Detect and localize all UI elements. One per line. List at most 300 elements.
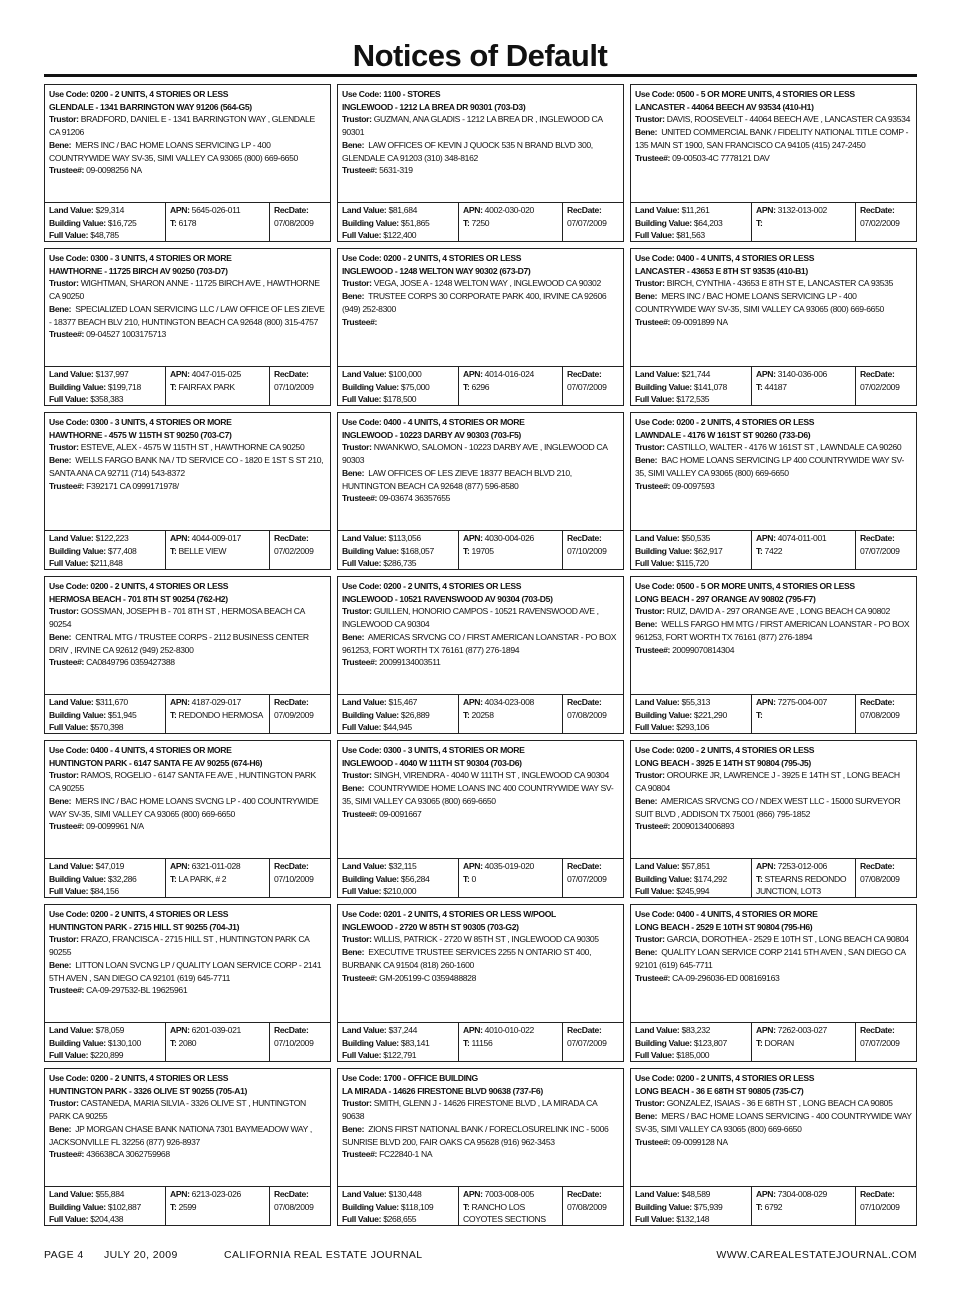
recdate-label-line	[567, 1024, 619, 1037]
building-value-line	[342, 545, 454, 558]
values-col	[338, 859, 458, 897]
notice-values	[631, 858, 916, 897]
property-address: LONG BEACH - 3925 E 14TH ST 90804 (795-J5)	[635, 757, 811, 768]
bene-label: Bene:	[342, 139, 365, 150]
trustee-value: 09-0091667	[379, 808, 422, 819]
building-value: $32,286	[107, 873, 137, 884]
land-value-label: Land Value:	[49, 697, 94, 707]
apn-value: 4047-015-025	[191, 369, 241, 379]
notice-values	[45, 1186, 330, 1225]
land-value: $113,056	[388, 533, 421, 543]
trustee-value: GM-205199-C 0359488828	[379, 972, 477, 983]
building-value: $26,889	[400, 709, 430, 720]
building-value-label: Building Value:	[635, 1201, 692, 1212]
apn-value: 4010-010-022	[484, 1025, 534, 1035]
apn-col	[458, 531, 562, 569]
notice-card	[337, 412, 624, 570]
recdate-value: 07/07/2009	[860, 545, 900, 556]
apn-label: APN:	[756, 861, 776, 871]
building-value-label: Building Value:	[49, 545, 106, 556]
recdate-col	[562, 531, 623, 569]
land-value-label: Land Value:	[342, 533, 387, 543]
trustor-value: DAVIS, ROOSEVELT - 44064 BEECH AVE , LANCASTER CA 93534	[666, 114, 911, 125]
trustor-label: Trustor:	[635, 770, 665, 781]
land-value-line	[635, 1024, 747, 1037]
trustee-line	[49, 820, 326, 833]
bene-value: SPECIALIZED LOAN SERVICING LLC / LAW OFFICE OF LES ZIEVE - 18377 BEACH BLV 210, HUNTINGTON BEACH CA 92648 (800) 315-4757	[49, 303, 325, 327]
apn-label: APN:	[170, 205, 190, 215]
apn-label: APN:	[170, 533, 190, 543]
trustor-label: Trustor:	[635, 442, 665, 453]
trustee-value: 20099070814304	[672, 644, 735, 655]
apn-col	[751, 1023, 855, 1061]
recdate-col	[562, 695, 623, 733]
trustor-label: Trustor:	[342, 606, 372, 617]
land-value: $48,589	[681, 1189, 711, 1199]
recdate-col	[855, 203, 916, 241]
bene-line	[342, 946, 619, 971]
full-value-line	[49, 393, 161, 405]
trustee-line	[342, 972, 619, 985]
values-col	[45, 859, 165, 897]
full-value: $178,500	[383, 394, 417, 404]
recdate-col	[855, 695, 916, 733]
recdate-col	[269, 1023, 330, 1061]
trustor-line	[635, 933, 912, 946]
apn-label: APN:	[756, 697, 776, 707]
bene-label: Bene:	[635, 947, 658, 958]
building-value-line	[635, 1201, 747, 1214]
bene-line	[635, 290, 912, 315]
trustee-label: Trustee#:	[49, 1149, 85, 1160]
values-col	[45, 1187, 165, 1225]
full-value-line	[49, 1049, 161, 1061]
recdate-value: 07/10/2009	[274, 381, 314, 392]
recdate-col	[562, 859, 623, 897]
full-value: $44,945	[383, 722, 412, 732]
apn-value: 7253-012-006	[777, 861, 827, 871]
tract-value: 7250	[471, 217, 490, 228]
land-value-label: Land Value:	[49, 1189, 94, 1199]
land-value-label: Land Value:	[342, 205, 387, 215]
building-value-line	[49, 545, 161, 558]
apn-label: APN:	[756, 533, 776, 543]
tract-line	[463, 217, 558, 230]
apn-col	[165, 695, 269, 733]
values-col	[631, 695, 751, 733]
notice-card	[44, 904, 331, 1062]
recdate-col	[562, 1023, 623, 1061]
bene-line	[342, 467, 619, 492]
full-value: $81,563	[676, 230, 705, 240]
bene-line	[49, 454, 326, 479]
recdate-label: RecDate:	[860, 697, 895, 707]
apn-label: APN:	[170, 861, 190, 871]
recdate-value: 07/02/2009	[274, 545, 314, 556]
apn-value: 7003-008-005	[484, 1189, 534, 1199]
apn-line	[756, 204, 851, 217]
land-value: $100,000	[388, 369, 422, 379]
use-code: Use Code: 0500 - 5 OR MORE UNITS, 4 STORIES OR LESS	[635, 89, 855, 99]
tract-line	[170, 1201, 265, 1214]
bene-value: LAW OFFICES OF KEVIN J QUOCK 535 N BRAND BLVD 300, GLENDALE CA 91203 (310) 348-8162	[342, 139, 593, 163]
bene-line	[49, 959, 326, 984]
bene-value: JP MORGAN CHASE BANK NATIONA 7301 BAYMEADOW WAY , JACKSONVILLE FL 32256 (877) 926-8937	[49, 1123, 312, 1147]
trustee-label: Trustee#:	[342, 316, 378, 327]
building-value-line	[635, 1037, 747, 1050]
building-value-label: Building Value:	[635, 709, 692, 720]
tract-label: T:	[463, 1037, 470, 1048]
building-value: $56,284	[400, 873, 430, 884]
tract-value: STEARNS REDONDO JUNCTION, LOT3	[756, 873, 847, 896]
apn-line	[170, 1188, 265, 1201]
recdate-label: RecDate:	[567, 205, 602, 215]
notice-info	[45, 905, 330, 1022]
bene-label: Bene:	[342, 291, 365, 302]
bene-value: LITTON LOAN SVCNG LP / QUALITY LOAN SERVICE CORP - 2141 5TH AVEN , SAN DIEGO CA 92101 (619) 645-7711	[49, 959, 322, 983]
tract-line	[170, 873, 265, 886]
building-value-label: Building Value:	[49, 217, 106, 228]
apn-line	[756, 1024, 851, 1037]
building-value-label: Building Value:	[635, 873, 692, 884]
apn-value: 4030-004-026	[484, 533, 534, 543]
tract-value: 6296	[471, 381, 490, 392]
apn-col	[165, 367, 269, 405]
values-col	[338, 695, 458, 733]
trustor-line	[49, 605, 326, 630]
tract-label: T:	[756, 1201, 763, 1212]
land-value: $11,261	[681, 205, 710, 215]
apn-line	[463, 532, 558, 545]
notice-card	[337, 576, 624, 734]
land-value-line	[49, 204, 161, 217]
apn-value: 7262-003-027	[777, 1025, 827, 1035]
apn-line	[170, 204, 265, 217]
tract-label: T:	[463, 873, 470, 884]
notice-card	[630, 248, 917, 406]
tract-line	[756, 1201, 851, 1214]
property-address: HERMOSA BEACH - 701 8TH ST 90254 (762-H2)	[49, 593, 228, 604]
apn-col	[458, 695, 562, 733]
land-value: $21,744	[681, 369, 711, 379]
bene-line	[342, 631, 619, 656]
property-address: INGLEWOOD - 1248 WELTON WAY 90302 (673-D7)	[342, 265, 531, 276]
tract-line	[170, 545, 265, 558]
recdate-value: 07/07/2009	[567, 381, 607, 392]
trustee-label: Trustee#:	[635, 152, 671, 163]
bene-label: Bene:	[49, 1123, 72, 1134]
apn-col	[458, 1187, 562, 1225]
notice-values	[45, 202, 330, 241]
bene-value: LAW OFFICES OF LES ZIEVE 18377 BEACH BLVD 210, HUNTINGTON BEACH CA 92648 (877) 596-8580	[342, 467, 572, 491]
apn-line	[170, 860, 265, 873]
trustor-line	[342, 113, 619, 138]
land-value-line	[342, 860, 454, 873]
full-value-label: Full Value:	[49, 722, 89, 732]
trustee-label: Trustee#:	[49, 985, 85, 996]
trustee-label: Trustee#:	[342, 657, 378, 668]
apn-label: APN:	[463, 697, 483, 707]
bene-line	[49, 1123, 326, 1148]
building-value-line	[49, 873, 161, 886]
notice-card	[630, 412, 917, 570]
apn-col	[458, 367, 562, 405]
apn-col	[751, 695, 855, 733]
trustee-line	[635, 316, 912, 329]
recdate-col	[269, 859, 330, 897]
recdate-label-line	[860, 532, 912, 545]
use-code: Use Code: 0400 - 4 UNITS, 4 STORIES OR MORE	[49, 745, 232, 755]
building-value: $118,109	[400, 1201, 434, 1212]
full-value: $211,848	[90, 558, 123, 568]
recdate-value: 07/07/2009	[567, 873, 607, 884]
full-value: $570,398	[90, 722, 124, 732]
apn-line	[170, 368, 265, 381]
bene-label: Bene:	[342, 467, 365, 478]
bene-line	[49, 139, 326, 164]
notice-card	[337, 84, 624, 242]
trustor-value: WIGHTMAN, SHARON ANNE - 11725 BIRCH AVE , HAWTHORNE CA 90250	[49, 278, 320, 302]
property-address: LONG BEACH - 36 E 68TH ST 90805 (735-C7)	[635, 1085, 804, 1096]
trustor-value: GUZMAN, ANA GLADIS - 1212 LA BREA DR , INGLEWOOD CA 90301	[342, 114, 603, 138]
notice-values	[338, 694, 623, 733]
notice-card	[337, 904, 624, 1062]
land-value-line	[49, 696, 161, 709]
bene-value: ZIONS FIRST NATIONAL BANK / FORECLOSURELINK INC - 5006 SUNRISE BLVD 200, FAIR OAKS CA 95628 (916) 962-3453	[342, 1123, 609, 1147]
values-col	[338, 1187, 458, 1225]
trustee-line	[635, 1136, 912, 1149]
full-value-label: Full Value:	[49, 394, 89, 404]
notice-card	[337, 1068, 624, 1226]
property-address: LAWNDALE - 4176 W 161ST ST 90260 (733-D6)	[635, 429, 811, 440]
recdate-col	[269, 367, 330, 405]
trustor-label: Trustor:	[342, 1098, 372, 1109]
recdate-label: RecDate:	[274, 205, 309, 215]
land-value: $29,314	[95, 205, 125, 215]
page-footer	[44, 1249, 917, 1261]
apn-line	[756, 696, 851, 709]
use-code: Use Code: 0200 - 2 UNITS, 4 STORIES OR LESS	[49, 581, 229, 591]
trustee-label: Trustee#:	[49, 821, 85, 832]
land-value-label: Land Value:	[342, 697, 387, 707]
apn-line	[463, 696, 558, 709]
notice-info	[338, 741, 623, 858]
tract-value: BELLE VIEW	[178, 545, 227, 556]
notice-info	[631, 1069, 916, 1186]
notice-values	[631, 530, 916, 569]
bene-line	[342, 139, 619, 164]
trustor-label: Trustor:	[49, 934, 79, 945]
building-value: $168,057	[400, 545, 434, 556]
recdate-value: 07/09/2009	[274, 709, 314, 720]
recdate-col	[562, 203, 623, 241]
recdate-value: 07/08/2009	[567, 1201, 607, 1212]
notice-card	[44, 1068, 331, 1226]
values-col	[45, 695, 165, 733]
notice-card	[630, 84, 917, 242]
trustor-value: GOSSMAN, JOSEPH B - 701 8TH ST , HERMOSA BEACH CA 90254	[49, 606, 305, 630]
trustee-value: 20090134006893	[672, 821, 735, 832]
page-title: Notices of Default	[352, 38, 608, 73]
apn-label: APN:	[463, 205, 483, 215]
notice-info	[45, 741, 330, 858]
full-value-label: Full Value:	[635, 886, 675, 896]
tract-value: FAIRFAX PARK	[178, 381, 235, 392]
building-value-label: Building Value:	[49, 381, 106, 392]
building-value-line	[342, 217, 454, 230]
notice-info	[631, 249, 916, 366]
recdate-col	[855, 1187, 916, 1225]
trustee-line	[342, 492, 619, 505]
bene-label: Bene:	[342, 631, 365, 642]
trustor-line	[635, 1097, 912, 1110]
property-address: LA MIRADA - 14626 FIRESTONE BLVD 90638 (737-F6)	[342, 1085, 543, 1096]
recdate-label: RecDate:	[274, 1025, 309, 1035]
bene-value: CENTRAL MTG / TRUSTEE CORPS - 2112 BUSINESS CENTER DRIV , IRVINE CA 92612 (949) 252-8300	[49, 631, 309, 655]
land-value: $130,448	[388, 1189, 422, 1199]
apn-value: 6201-039-021	[191, 1025, 241, 1035]
recdate-label-line	[274, 368, 326, 381]
apn-col	[458, 1023, 562, 1061]
land-value-label: Land Value:	[635, 205, 680, 215]
apn-col	[458, 859, 562, 897]
building-value: $62,917	[693, 545, 723, 556]
use-code: Use Code: 0201 - 2 UNITS, 4 STORIES OR LESS W/POOL	[342, 909, 556, 919]
values-col	[631, 1023, 751, 1061]
building-value-line	[49, 381, 161, 394]
building-value-label: Building Value:	[635, 545, 692, 556]
notice-values	[45, 858, 330, 897]
values-col	[631, 367, 751, 405]
use-code: Use Code: 0300 - 3 UNITS, 4 STORIES OR MORE	[49, 417, 232, 427]
recdate-label: RecDate:	[274, 369, 309, 379]
trustor-value: SINGH, VIRENDRA - 4040 W 111TH ST , INGLEWOOD CA 90304	[373, 770, 609, 781]
land-value-line	[635, 1188, 747, 1201]
recdate-value: 07/10/2009	[274, 1037, 314, 1048]
trustor-label: Trustor:	[342, 934, 372, 945]
apn-line	[756, 1188, 851, 1201]
title-rule	[44, 74, 917, 77]
bene-line	[49, 631, 326, 656]
values-col	[631, 859, 751, 897]
trustor-value: RAMOS, ROGELIO - 6147 SANTA FE AVE , HUNTINGTON PARK CA 90255	[49, 770, 316, 794]
full-value: $132,148	[676, 1214, 710, 1224]
recdate-value: 07/07/2009	[567, 1037, 607, 1048]
building-value-line	[342, 709, 454, 722]
property-address: INGLEWOOD - 1212 LA BREA DR 90301 (703-D3)	[342, 101, 526, 112]
bene-value: MERS INC / BAC HOME LOANS SERVICING LP - 400 COUNTRYWIDE WAY SV-35, SIMI VALLEY CA 93065 (800) 669-6650	[635, 291, 884, 314]
trustee-line	[49, 1148, 326, 1161]
land-value-label: Land Value:	[635, 697, 680, 707]
building-value-label: Building Value:	[342, 545, 399, 556]
land-value-line	[635, 860, 747, 873]
trustor-label: Trustor:	[49, 1098, 79, 1109]
apn-col	[751, 859, 855, 897]
values-col	[45, 203, 165, 241]
full-value-label: Full Value:	[342, 1050, 382, 1060]
recdate-label-line	[860, 1188, 912, 1201]
building-value-label: Building Value:	[342, 381, 399, 392]
footer-date: JULY 20, 2009	[104, 1249, 178, 1261]
tract-line	[756, 873, 851, 898]
bene-label: Bene:	[342, 947, 365, 958]
use-code: Use Code: 0200 - 2 UNITS, 4 STORIES OR LESS	[49, 1073, 229, 1083]
bene-label: Bene:	[635, 1111, 658, 1122]
land-value-line	[342, 368, 454, 381]
trustor-value: RUIZ, DAVID A - 297 ORANGE AVE , LONG BEACH CA 90802	[666, 606, 890, 617]
recdate-col	[562, 1187, 623, 1225]
apn-label: APN:	[756, 205, 776, 215]
full-value-line	[635, 229, 747, 241]
trustee-label: Trustee#:	[635, 316, 671, 327]
building-value: $75,939	[693, 1201, 723, 1212]
full-value-label: Full Value:	[342, 1214, 382, 1224]
tract-label: T:	[463, 217, 470, 228]
trustor-label: Trustor:	[635, 934, 665, 945]
building-value: $51,945	[107, 709, 137, 720]
land-value-line	[342, 696, 454, 709]
property-address: INGLEWOOD - 10223 DARBY AV 90303 (703-F5)	[342, 429, 521, 440]
trustor-label: Trustor:	[635, 1098, 665, 1109]
trustee-label: Trustee#:	[635, 1136, 671, 1147]
recdate-label-line	[274, 1188, 326, 1201]
tract-value: 6792	[764, 1201, 783, 1212]
bene-value: BAC HOME LOANS SERVICING LP 400 COUNTRYWIDE WAY SV-35, SIMI VALLEY CA 93065 (800) 669-6650	[635, 455, 904, 478]
tract-label: T:	[463, 1201, 470, 1212]
full-value: $204,438	[90, 1214, 124, 1224]
tract-label: T:	[756, 545, 763, 556]
recdate-label-line	[567, 368, 619, 381]
notice-values	[338, 530, 623, 569]
tract-label: T:	[756, 709, 763, 720]
recdate-label: RecDate:	[860, 1025, 895, 1035]
building-value-label: Building Value:	[49, 873, 106, 884]
apn-label: APN:	[170, 1189, 190, 1199]
building-value-label: Building Value:	[342, 709, 399, 720]
notice-card	[44, 740, 331, 898]
apn-line	[170, 532, 265, 545]
apn-col	[165, 203, 269, 241]
trustee-line	[635, 972, 912, 985]
building-value: $16,725	[107, 217, 137, 228]
apn-line	[756, 532, 851, 545]
trustor-line	[342, 441, 619, 466]
recdate-col	[269, 695, 330, 733]
full-value-label: Full Value:	[49, 1050, 89, 1060]
trustor-label: Trustor:	[49, 442, 79, 453]
full-value-line	[342, 557, 454, 569]
recdate-label-line	[567, 532, 619, 545]
land-value: $15,467	[388, 697, 418, 707]
trustor-value: OROURKE JR, LAWRENCE J - 3925 E 14TH ST , LONG BEACH CA 90804	[635, 770, 900, 794]
notice-card	[630, 904, 917, 1062]
trustor-value: GUILLEN, HONORIO CAMPOS - 10521 RAVENSWOOD AVE , INGLEWOOD CA 90304	[342, 606, 599, 630]
building-value-label: Building Value:	[342, 1037, 399, 1048]
building-value-line	[49, 709, 161, 722]
full-value-label: Full Value:	[49, 1214, 89, 1224]
trustor-line	[49, 933, 326, 958]
full-value: $84,156	[90, 886, 119, 896]
land-value-line	[342, 204, 454, 217]
property-address: LONG BEACH - 2529 E 10TH ST 90804 (795-H6)	[635, 921, 813, 932]
tract-line	[463, 709, 558, 722]
building-value: $51,865	[400, 217, 430, 228]
full-value-label: Full Value:	[635, 1050, 675, 1060]
notice-info	[45, 1069, 330, 1186]
land-value-label: Land Value:	[635, 533, 680, 543]
bene-label: Bene:	[635, 127, 658, 138]
trustee-line	[49, 480, 326, 493]
